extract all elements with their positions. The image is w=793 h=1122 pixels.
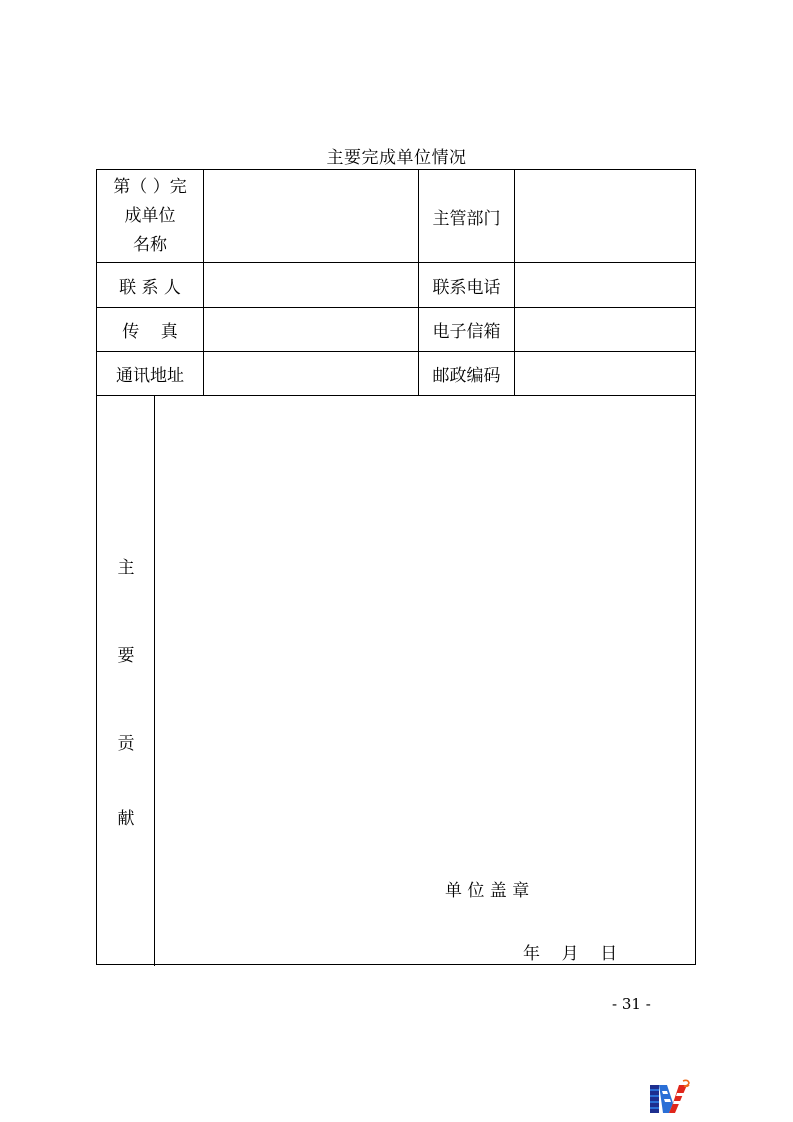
contact-person-label: 联 系 人 [119, 277, 181, 298]
publisher-logo-icon [650, 1079, 692, 1115]
email-label: 电子信箱 [432, 322, 501, 342]
contribution-field[interactable] [155, 396, 695, 964]
postcode-label: 邮政编码 [432, 366, 501, 386]
date-label: 年 月 日 [523, 944, 618, 964]
phone-label: 联系电话 [432, 277, 501, 298]
unit-name-field[interactable] [204, 170, 418, 262]
address-field[interactable] [204, 352, 418, 395]
contact-person-field[interactable] [204, 263, 418, 307]
supervisor-label: 主管部门 [432, 208, 501, 229]
fax-field[interactable] [204, 308, 418, 351]
postcode-field[interactable] [515, 352, 695, 395]
unit-seal-label: 单 位 盖 章 [445, 881, 530, 901]
supervisor-field[interactable] [515, 170, 695, 262]
address-label: 通讯地址 [116, 366, 184, 386]
fax-label: 传 真 [122, 322, 178, 342]
phone-field[interactable] [515, 263, 695, 307]
page-title: 主要完成单位情况 [326, 148, 467, 168]
contribution-label: 主 要 贡 献 [117, 558, 135, 829]
page-number: - 31 - [612, 995, 651, 1013]
unit-name-label: 第（ ）完 成单位 名称 [113, 176, 187, 255]
unit-info-table [96, 169, 696, 965]
email-field[interactable] [515, 308, 695, 351]
